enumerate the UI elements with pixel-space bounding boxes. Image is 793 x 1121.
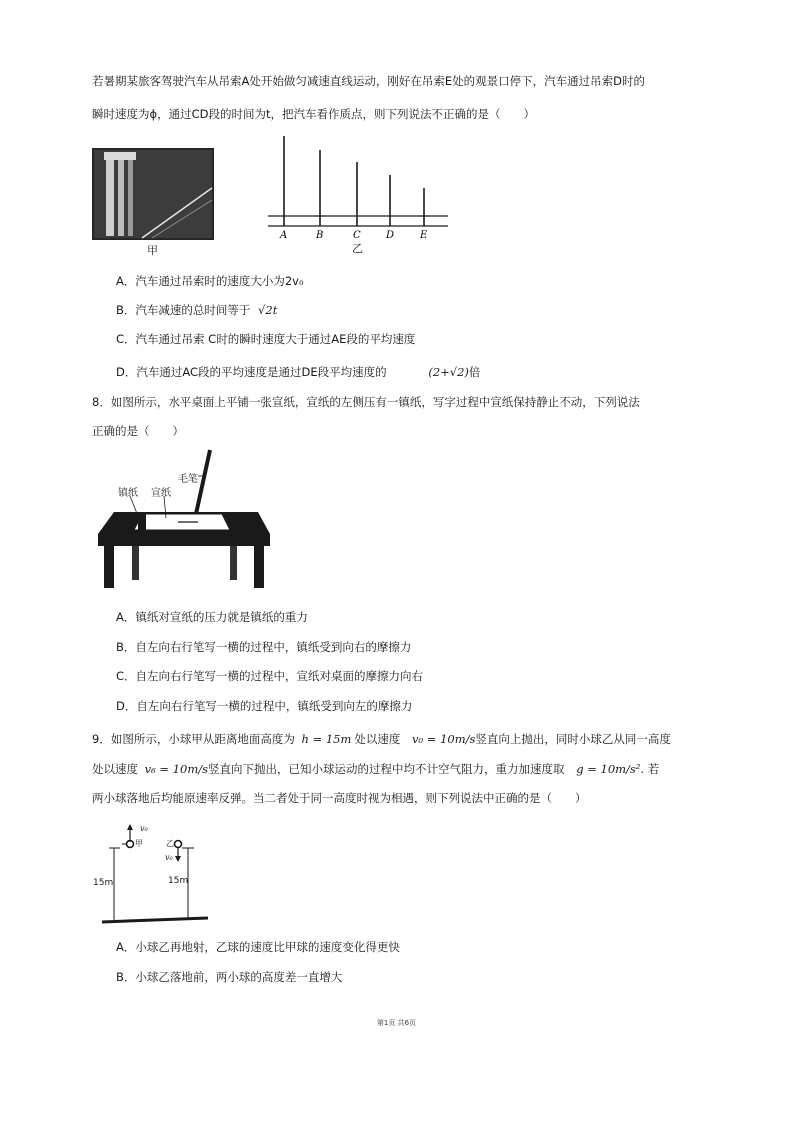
cable-label-a: A: [280, 230, 288, 241]
q9-height-expr: h = 15m: [301, 732, 352, 746]
q7-option-c: C．汽车通过吊索 C时的瞬时速度大于通过AE段的平均速度: [116, 332, 416, 346]
q7-cable-diagram: [266, 130, 456, 255]
q8-label-maobi: 毛笔: [178, 474, 198, 485]
q9-option-b: B．小球乙落地前，两小球的高度差一直增大: [116, 970, 343, 984]
q9-option-a: A．小球乙再地射，乙球的速度比甲球的速度变化得更快: [116, 940, 400, 954]
q8-option-d: D．自左向右行笔写一横的过程中，镇纸受到向左的摩擦力: [116, 699, 413, 713]
q8-stem-line2: 正确的是（ ）: [92, 424, 184, 438]
q8-option-a: A．镇纸对宣纸的压力就是镇纸的重力: [116, 610, 308, 624]
cable-label-b: B: [316, 230, 324, 241]
q7-option-d-math: (2+√2): [428, 365, 469, 379]
q8-option-c: C．自左向右行笔写一横的过程中，宣纸对桌面的摩擦力向右: [116, 669, 424, 683]
q8-label-zhenzhi: 镇纸: [118, 488, 138, 499]
q7-photo-figure: [92, 148, 214, 240]
q9-v0-expr: v₀ = 10m/s: [412, 732, 476, 746]
q9-label-jia: 甲: [135, 839, 143, 848]
q9-label-yi: 乙: [166, 839, 174, 848]
q9-ball-figure: [92, 822, 214, 930]
q7-option-b: B．汽车减速的总时间等于 √2t: [116, 303, 278, 317]
cable-label-d: D: [386, 230, 395, 241]
q8-option-b: B．自左向右行笔写一横的过程中，镇纸受到向右的摩擦力: [116, 640, 412, 654]
q7-option-a: A．汽车通过吊索时的速度大小为2v₀: [116, 274, 304, 288]
q7-figure-label-jia: 甲: [147, 244, 158, 257]
cable-label-e: E: [420, 230, 428, 241]
q9-label-h-left: 15m: [93, 878, 114, 888]
q7-figure-label-yi: 乙: [352, 242, 363, 255]
q8-stem-line1: 8．如图所示，水平桌面上平铺一张宣纸，宣纸的左侧压有一镇纸，写字过程中宣纸保持静止不动，下列说法: [92, 395, 640, 409]
q9-label-v0-left: v₀: [140, 824, 148, 833]
q9-stem-line1: 9．如图所示，小球甲从距离地面高度为 h = 15m 处以速度 v₀ = 10m/s竖直向上抛出，同时小球乙从同一高度: [92, 732, 671, 746]
q9-stem-line2: 处以速度 v₆ = 10m/s竖直向下抛出，已知小球运动的过程中均不计空气阻力，重力加速度取 g = 10m/s². 若: [92, 762, 660, 776]
q9-stem-line3: 两小球落地后均能原速率反弹。当二者处于同一高度时视为相遇，则下列说法中正确的是（ ）: [92, 791, 587, 805]
page-footer: 第1页 共6页: [376, 1019, 417, 1027]
q9-label-h-right: 15m: [168, 876, 189, 886]
q7-stem-line2: 瞬时速度为ϕ，通过CD段的时间为t，把汽车看作质点，则下列说法不正确的是（ ）: [92, 107, 535, 121]
q9-v-expr: v₆ = 10m/s: [144, 762, 209, 776]
q9-g-expr: g = 10m/s².: [576, 762, 645, 776]
q9-label-v0-right: v₀: [165, 853, 173, 862]
q7-stem-line1: 若暑期某旅客驾驶汽车从吊索A处开始做匀减速直线运动，刚好在吊索E处的观景口停下，汽车通过吊索D时的: [92, 74, 645, 88]
q7-option-d: D．汽车通过AC段的平均速度是通过DE段平均速度的 (2+√2)倍: [116, 365, 481, 379]
q8-label-xuanzhi: 宣纸: [151, 488, 171, 499]
cable-label-c: C: [353, 230, 361, 241]
q7-option-b-math: √2t: [258, 303, 278, 317]
